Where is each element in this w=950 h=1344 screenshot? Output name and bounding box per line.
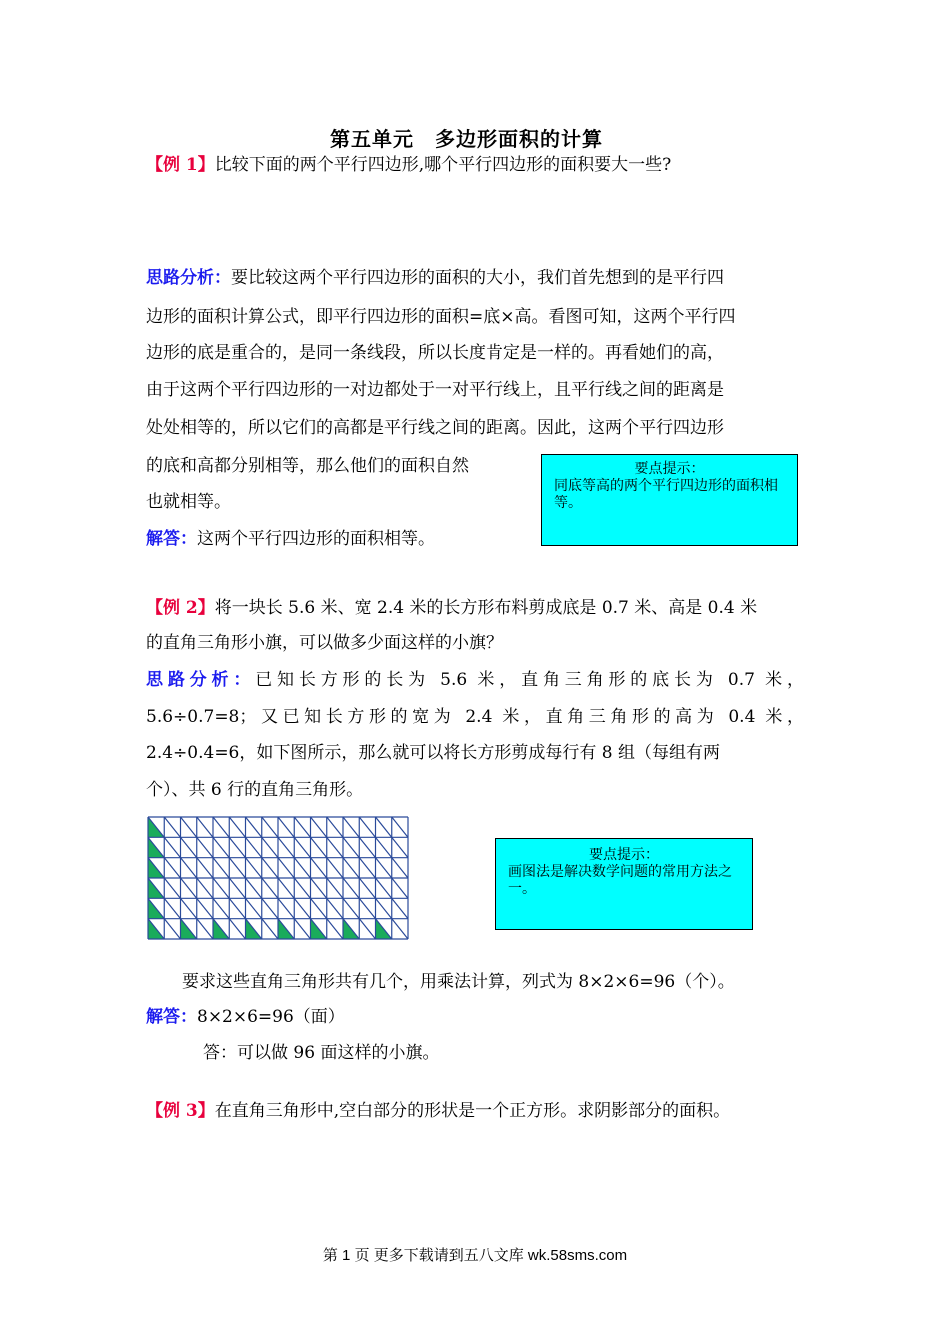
triangle-diagonal (181, 837, 197, 857)
example-2-analysis-line-4: 个）、共 6 行的直角三角形。 (146, 780, 364, 800)
triangle-diagonal (392, 898, 408, 918)
triangle-diagonal (181, 898, 197, 918)
page-title: 第五单元 多边形面积的计算 (330, 127, 603, 151)
triangle-diagonal (229, 919, 245, 939)
triangle-diagonal (294, 837, 310, 857)
triangle-diagonal (376, 817, 392, 837)
triangle-diagonal (262, 878, 278, 898)
triangle-diagonal (327, 919, 343, 939)
triangle-diagonal (311, 858, 327, 878)
triangle-diagonal (229, 837, 245, 857)
triangle-diagonal (359, 837, 375, 857)
triangle-diagonal (213, 817, 229, 837)
example-2-tip-title: 要点提示： (589, 847, 659, 863)
example-1-analysis-line-5: 处处相等的，所以它们的高都是平行线之间的距离。因此，这两个平行四边形 (146, 418, 724, 438)
triangle-diagonal (164, 919, 180, 939)
triangle-diagonal (262, 919, 278, 939)
triangle-diagonal (359, 858, 375, 878)
triangle-diagonal (246, 837, 262, 857)
triangle-diagonal (294, 919, 310, 939)
triangle-diagonal (343, 817, 359, 837)
triangle-diagonal (197, 837, 213, 857)
triangle-diagonal (229, 898, 245, 918)
example-2-analysis-line-2: 5.6÷0.7=8；又已知长方形的宽为 2.4 米，直角三角形的高为 0.4 米， (146, 707, 804, 727)
example-2-answer-label: 解答： (146, 1007, 197, 1027)
triangle-diagonal (311, 817, 327, 837)
triangle-diagonal (392, 817, 408, 837)
example-1-tip-body: 同底等高的两个平行四边形的面积相等。 (554, 478, 778, 511)
example-1-analysis-line-7: 也就相等。 (146, 492, 231, 512)
example-3-question: 在直角三角形中,空白部分的形状是一个正方形。求阴影部分的面积。 (214, 1101, 731, 1121)
example-1-tip-box (541, 454, 798, 546)
triangle-diagonal (327, 878, 343, 898)
triangle-diagonal (181, 858, 197, 878)
example-3-question-line (146, 1099, 730, 1123)
example-1-label: 【例 1】 (146, 155, 215, 175)
triangle-diagonal (229, 858, 245, 878)
example-2-question-line-1: 【例 2】将一块长 5.6 米、宽 2.4 米的长方形布料剪成底是 0.7 米、高是 0.4 米 (146, 598, 758, 618)
triangle-diagonal (181, 817, 197, 837)
triangle-diagonal (213, 898, 229, 918)
triangle-diagonal (343, 898, 359, 918)
example-1-question: 比较下面的两个平行四边形,哪个平行四边形的面积要大一些? (214, 155, 672, 175)
triangle-diagonal (343, 837, 359, 857)
triangle-diagonal (197, 898, 213, 918)
triangle-diagonal (359, 919, 375, 939)
example-1-tip-title: 要点提示： (634, 461, 705, 477)
triangle-diagonal (197, 878, 213, 898)
example-3-label: 【例 3】 (146, 1101, 215, 1121)
example-2-answer: 8×2×6=96（面） (197, 1007, 345, 1027)
example-2-analysis-line-3: 2.4÷0.4=6，如下图所示，那么就可以将长方形剪成每行有 8 组（每组有两 (146, 743, 720, 763)
triangle-diagonal (311, 898, 327, 918)
triangle-diagonal (246, 817, 262, 837)
triangle-diagonal (164, 858, 180, 878)
triangle-diagonal (229, 878, 245, 898)
triangle-diagonal (359, 878, 375, 898)
triangle-grid-figure (146, 815, 410, 941)
triangle-diagonal (327, 898, 343, 918)
example-1-analysis-label: 思路分析： (146, 268, 231, 288)
triangle-diagonal (164, 898, 180, 918)
triangle-diagonal (327, 817, 343, 837)
triangle-diagonal (262, 817, 278, 837)
triangle-diagonal (376, 858, 392, 878)
page-footer: 第 1 页 更多下载请到五八文库 wk.58sms.com (322, 1247, 628, 1264)
triangle-diagonal (392, 919, 408, 939)
triangle-diagonal (229, 817, 245, 837)
triangle-diagonal (392, 878, 408, 898)
triangle-diagonal (392, 837, 408, 857)
triangle-diagonal (278, 837, 294, 857)
example-1-analysis-line-6: 的底和高都分别相等，那么他们的面积自然 (146, 456, 469, 476)
triangle-diagonal (262, 858, 278, 878)
triangle-diagonal (164, 878, 180, 898)
triangle-diagonal (213, 837, 229, 857)
triangle-diagonal (213, 878, 229, 898)
example-2-reply: 答：可以做 96 面这样的小旗。 (203, 1043, 440, 1063)
triangle-diagonal (213, 858, 229, 878)
triangle-diagonal (359, 817, 375, 837)
triangle-diagonal (327, 837, 343, 857)
example-1-answer-line (146, 527, 435, 551)
triangle-diagonal (164, 837, 180, 857)
example-1-analysis-line-2: 边形的面积计算公式，即平行四边形的面积=底×高。看图可知，这两个平行四 (146, 307, 736, 327)
triangle-diagonal (343, 858, 359, 878)
triangle-diagonal (359, 898, 375, 918)
triangle-diagonal (278, 878, 294, 898)
triangle-diagonal (392, 858, 408, 878)
example-1-question-line (146, 153, 671, 177)
triangle-diagonal (294, 858, 310, 878)
example-1-analysis-line-3: 边形的底是重合的，是同一条线段，所以长度肯定是一样的。再看她们的高， (146, 343, 724, 363)
triangle-diagonal (197, 919, 213, 939)
triangle-diagonal (262, 898, 278, 918)
triangle-diagonal (376, 878, 392, 898)
example-2-analysis-label: 思路分析： (146, 670, 256, 690)
example-2-question-line-2: 的直角三角形小旗，可以做多少面这样的小旗？ (146, 633, 503, 653)
example-1-analysis-line-1: 思路分析：要比较这两个平行四边形的面积的大小，我们首先想到的是平行四 (146, 268, 724, 288)
example-2-tip-box (495, 838, 753, 930)
triangle-diagonal (376, 837, 392, 857)
triangle-diagonal (246, 858, 262, 878)
triangle-diagonal (278, 858, 294, 878)
triangle-diagonal (181, 878, 197, 898)
triangle-diagonal (294, 898, 310, 918)
example-2-label: 【例 2】 (146, 598, 215, 618)
triangle-diagonal (294, 817, 310, 837)
triangle-diagonal (164, 817, 180, 837)
example-1-analysis-line-4: 由于这两个平行四边形的一对边都处于一对平行线上，且平行线之间的距离是 (146, 380, 724, 400)
triangle-diagonal (278, 817, 294, 837)
triangle-diagonal (246, 878, 262, 898)
triangle-diagonal (197, 858, 213, 878)
triangle-diagonal (311, 837, 327, 857)
example-2-tip-body: 画图法是解决数学问题的常用方法之一。 (508, 864, 732, 897)
example-2-calc-text: 要求这些直角三角形共有几个，用乘法计算，列式为 8×2×6=96（个）。 (182, 972, 735, 992)
example-2-analysis-line-1: 思路分析：已知长方形的长为 5.6 米，直角三角形的底长为 0.7 米， (146, 670, 805, 690)
triangle-diagonal (311, 878, 327, 898)
triangle-diagonal (327, 858, 343, 878)
triangle-diagonal (376, 898, 392, 918)
triangle-diagonal (294, 878, 310, 898)
triangle-diagonal (262, 837, 278, 857)
triangle-diagonal (197, 817, 213, 837)
example-2-answer-line (146, 1005, 345, 1029)
example-1-answer: 这两个平行四边形的面积相等。 (197, 529, 435, 549)
triangle-diagonal (343, 878, 359, 898)
triangle-diagonal (278, 898, 294, 918)
triangle-diagonal (246, 898, 262, 918)
example-1-answer-label: 解答： (146, 529, 197, 549)
